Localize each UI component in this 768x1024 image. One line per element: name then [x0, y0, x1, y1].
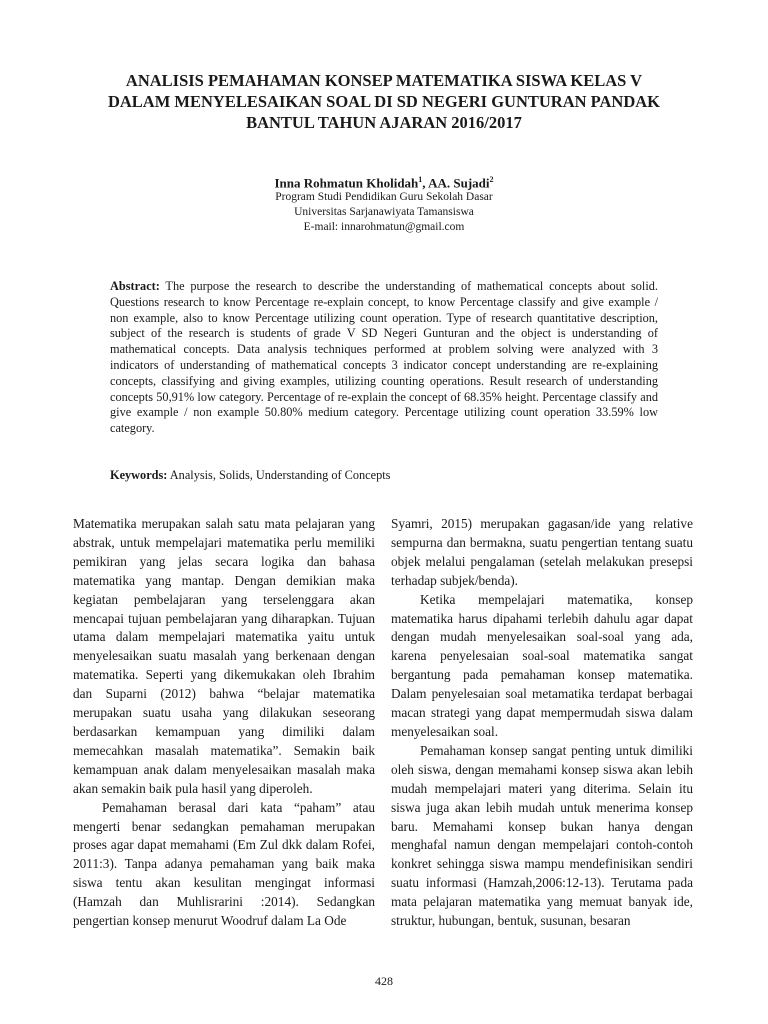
author-affiliation-mark: 2: [489, 175, 494, 184]
affiliation-block: [60, 190, 708, 235]
keywords: [110, 468, 658, 484]
author-name: Inna Rohmatun Kholidah: [274, 175, 419, 191]
abstract: [110, 279, 658, 437]
body-paragraph: Pemahaman berasal dari kata “paham” atau mengerti benar sedangkan pemahaman merupakan proses agar dapat memahami (Em Zul dkk dalam Rofei, 2011:3). Tanpa adanya pemahaman yang baik maka siswa tentu akan kesulitan mengingat informasi (Hamzah dan Muhlisrarini :2014). Sedangkan pengertian konsep menurut Woodruf dalam La Ode: [73, 799, 375, 929]
body-paragraph: Pemahaman konsep sangat penting untuk dimiliki oleh siswa, dengan memahami konsep siswa akan lebih mudah mempelajari materi yang diterima. Selain itu siswa juga akan lebih mudah untuk menerima konsep baru. Memahami konsep bukan hanya dengan menghafal namun dengan mempelajari contoh-contoh konkret sehingga siswa mampu mendefinisikan sendiri suatu informasi (Hamzah,2006:12-13). Terutama pada mata pelajaran matematika yang memuat banyak ide, struktur, hubungan, bentuk, susunan, besaran: [391, 742, 693, 929]
keywords-text: Analysis, Solids, Understanding of Concepts: [167, 468, 391, 482]
paper-title: [60, 70, 708, 133]
affiliation-email: E-mail: innarohmatun@gmail.com: [303, 221, 465, 233]
body-paragraph: Ketika mempelajari matematika, konsep matematika harus dipahami terlebih dahulu agar dapat dengan mudah menyelesaikan soal-soal yang ada, karena penyelesaian soal-soal matematika sangat bergantung pada pemahaman konsep matematika. Dalam penyelesaian soal metamatika terdapat berbagai macan strategi yang dapat mempermudah siswa dalam menyelesaikan soal.: [391, 591, 693, 739]
affiliation-program: Program Studi Pendidikan Guru Sekolah Dasar: [275, 191, 493, 203]
title-line: ANALISIS PEMAHAMAN KONSEP MATEMATIKA SISWA KELAS V: [125, 71, 643, 90]
body-column-left: [73, 515, 375, 931]
body-paragraph: Syamri, 2015) merupakan gagasan/ide yang relative sempurna dan bermakna, suatu pengertian tentang suatu objek melalui pengalaman (setelah melakukan presepsi terhadap subjek/benda).: [391, 516, 693, 588]
affiliation-university: Universitas Sarjanawiyata Tamansiswa: [294, 206, 474, 218]
abstract-label: Abstract:: [110, 279, 160, 293]
body-paragraph: Matematika merupakan salah satu mata pelajaran yang abstrak, untuk mempelajari matematika perlu memiliki pemikiran yang jelas secara logika dan bahasa matematika yang mantap. Dengan demikian maka kegiatan pembelajaran yang terselenggara akan mencapai tujuan pembelajaran yang diharapkan. Tujuan utama dalam mempelajari matematika yaitu untuk menyelesaikan suatu masalah yang berkenaan dengan matematika. Seperti yang dikemukakan oleh Ibrahim dan Suparni (2012) bahwa “belajar matematika merupakan suatu usaha yang dilakukan seseorang berdasarkan kemampuan yang dimiliki dalam memecahkan masalah matematika”. Semakin baik kemampuan anak dalam menyelesaikan masalah maka akan semakin baik pula hasil yang diperoleh.: [73, 516, 375, 796]
keywords-label: Keywords:: [110, 468, 168, 482]
page-number: 428: [375, 974, 393, 988]
author-list: [60, 172, 708, 191]
author-name: AA. Sujadi: [428, 175, 490, 191]
body-column-right: [391, 515, 693, 931]
abstract-text: The purpose the research to describe the understanding of mathematical concepts about solid. Questions research to know Percentage re-explain concept, to know Percentage classify and give example / non example, also to know Percentage utilizing count operation. Type of research quantitative description, subject of the research is students of grade V SD Negeri Gunturan and the object is understanding of mathematical concepts. Data analysis techniques performed at problem solving were analyzed with 3 indicators of understanding of mathematical concepts 3 indicator concept understanding are re-explaining concepts, classifying and giving examples, utilizing counting operations. Result research of understanding concepts 50,91% low category. Percentage of re-explain the concept of 68.35% height. Percentage classify and give example / non example 50.80% medium category. Percentage utilizing count operation 33.59% low category.: [110, 279, 658, 436]
title-line: BANTUL TAHUN AJARAN 2016/2017: [246, 113, 522, 132]
title-line: DALAM MENYELESAIKAN SOAL DI SD NEGERI GUNTURAN PANDAK: [107, 92, 661, 111]
author-separator: ,: [422, 175, 429, 191]
author-affiliation-mark: 1: [418, 175, 423, 184]
